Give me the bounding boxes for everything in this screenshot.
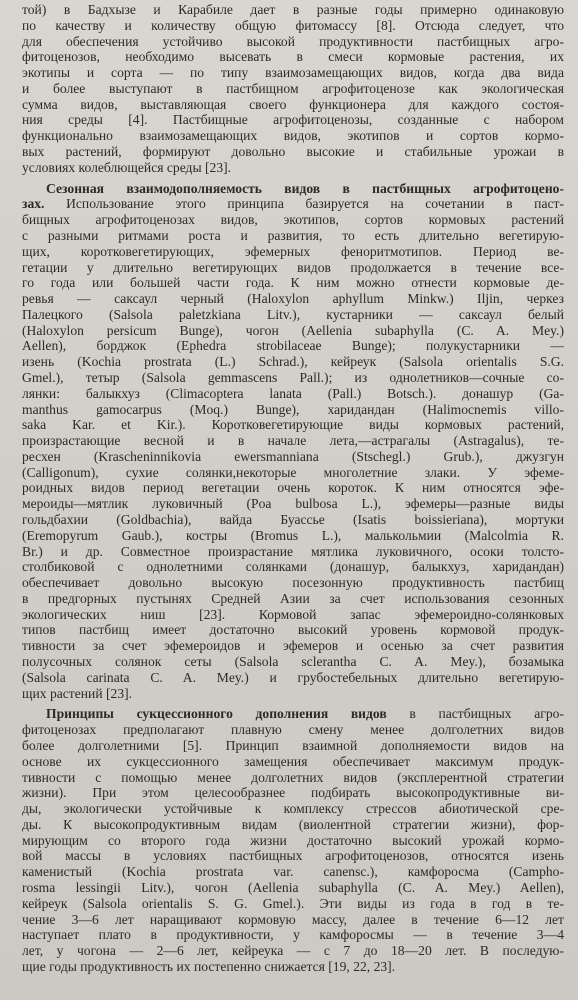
text-line: лет, у чогона — 2—6 лет, кейреука — с 7 до 18—20 лет. В последую- <box>22 943 564 959</box>
text-line: в предгорных пустынях Средней Азии за счет использования сезонных <box>22 590 564 606</box>
text-line: каменистый (Kochia prostrata var. canensc.), камфоросма (Campho- <box>22 864 564 880</box>
text-run: в пастбищных агро- <box>386 706 564 722</box>
text-line <box>22 196 564 212</box>
text-line: лянки: балыкхуз (Climacoptera lanata (Pall.) Botsch.). донашур (Ga- <box>22 385 564 401</box>
text-line: функционально взаимозамещающих видов, экотипов и сортов кормо- <box>22 128 564 144</box>
text-line: rosma lessingii Litv.), чогон (Aellenia subaphylla (C. A. Mey.) Aellen), <box>22 879 564 895</box>
paragraph-succession-principles <box>22 706 564 974</box>
text-line: бищных агрофитоценозах видов, экотипов, сортов кормовых растений <box>22 212 564 228</box>
section-heading: Принципы сукцессионного дополнения видов <box>46 706 387 722</box>
text-line: обеспечивает довольно высокую посезонную продуктивность пастбищ <box>22 575 564 591</box>
text-line: роидных видов период вегетации очень короток. К ним относятся эфе- <box>22 480 564 496</box>
text-line: условиях колеблющейся среды [23]. <box>22 159 232 175</box>
text-line: жизни). При этом целесообразнее подбирать высокопродуктивные ви- <box>22 785 564 801</box>
section-heading: Сезонная взаимодополняемость видов в пастбищных агрофитоцено- <box>46 180 564 196</box>
text-line: щие годы продуктивность их постепенно снижается [19, 22, 23]. <box>22 958 396 974</box>
text-run: Использование этого принципа базируется на сочетании в паст- <box>44 196 564 212</box>
text-line: по качеству и количеству общую фитомассу [8]. Отсюда следует, что <box>22 17 564 33</box>
text-line: (Eremopyrum Gaub.), костры (Bromus L.), малькольмии (Malcolmia R. <box>22 527 564 543</box>
paragraph-phytomass <box>22 2 564 176</box>
text-line: экотипы и сорта — по типу взаимозамещающих видов, когда два вида <box>22 65 564 81</box>
text-line: фитоценозов, необходимо высевать в смеси кормовые растения, их <box>22 49 564 65</box>
text-line: для обеспечения устойчиво высокой продуктивности пастбищных агро- <box>22 33 564 49</box>
text-line: столбиковой с однолетними солянками (донашур, балыкхуз, харидандан) <box>22 559 564 575</box>
text-line: основе их сукцессионного замещения обеспечивает максимум продук- <box>22 753 564 769</box>
text-line <box>22 706 564 722</box>
text-line: сумма видов, выставляющая своего функционера для каждого состоя- <box>22 96 564 112</box>
text-line: более долголетними [5]. Принцип взаимной дополняемости видов на <box>22 737 564 753</box>
text-line: мероиды—мятлик луковичный (Poa bulbosa L.), эфемеры—разные виды <box>22 496 564 512</box>
text-line: фитоценозах предполагают плавную смену менее долголетних видов <box>22 722 564 738</box>
text-line: щих растений [23]. <box>22 685 133 701</box>
text-line: ресхен (Krascheninnikovia ewersmanniana (Stschegl.) Grub.), джузгун <box>22 448 564 464</box>
text-line: чение 3—6 лет наращивают кормовую массу, далее в течение 6—12 лет <box>22 911 564 927</box>
text-line: мирующим со второго года жизни достаточно высокий урожай кормо- <box>22 832 564 848</box>
text-line: изень (Kochia prostrata (L.) Schrad.), кейреук (Salsola orientalis S.G. <box>22 354 564 370</box>
text-line: вой массы в условиях пастбищных агрофитоценозов, относятся изень <box>22 848 564 864</box>
text-line: Aellen), борджок (Ephedra strobilaceae Bunge); полукустарники — <box>22 338 564 354</box>
text-line: той) в Бадхызе и Карабиле дает в разные годы примерно одинаковую <box>22 2 564 17</box>
text-line: (Salsola carinata C. A. Mey.) и грубостебельных длительно вегетирую- <box>22 669 564 685</box>
text-line: ревья — саксаул черный (Haloxylon aphyllum Minkw.) Iljin, черкез <box>22 291 564 307</box>
text-line: с разными ритмами роста и развития, то есть длительно вегетирую- <box>22 227 564 243</box>
text-line: полусочных солянок сеты (Salsola sclerantha C. A. Mey.), бозамыка <box>22 654 564 670</box>
text-line: ды. К высокопродуктивным видам (виолентной стратегии жизни), фор- <box>22 816 564 832</box>
text-line: гетации у длительно вегетирующих видов продолжается в течение все- <box>22 259 564 275</box>
text-line: щих, коротковегетирующих, эфемерных феноритмотипов. Период ве- <box>22 243 564 259</box>
text-line: произрастающие весной и в начале лета,—астрагалы (Astragalus), те- <box>22 433 564 449</box>
text-line: кейреук (Salsola orientalis S. G. Gmel.). Эти виды из года в год в те- <box>22 895 564 911</box>
text-line: Gmel.), тетыр (Salsola gemmascens Pall.); из однолетников—сочные со- <box>22 369 564 385</box>
text-line: manthus gamocarpus (Moq.) Bunge), харидандан (Halimocnemis villo- <box>22 401 564 417</box>
text-line: и более выступают в пастбищном агрофитоценозе как экологическая <box>22 80 564 96</box>
text-line: ния среды [4]. Пастбищные агрофитоценозы, созданные с набором <box>22 112 564 128</box>
text-line: типов пастбищ имеет достаточно высокий уровень кормовой продук- <box>22 622 564 638</box>
text-line: (Calligonum), сухие солянки,некоторые многолетние злаки. У эфеме- <box>22 464 564 480</box>
text-line: вых растений, формируют довольно высокие и стабильные урожаи в <box>22 144 564 160</box>
text-line: го года или большей части года. К ним можно отнести кормовые де- <box>22 275 564 291</box>
text-line: наступает плато в продуктивности, у камфоросмы — в течение 3—4 <box>22 927 564 943</box>
text-line: гольдбахии (Goldbachia), вайда Буассье (Isatis boissieriana), мортуки <box>22 512 564 527</box>
text-line: тивности за счет эфемероидов и эфемеров и осенью за счет развития <box>22 638 564 654</box>
text-line: saka Kar. et Kir.). Коротковегетирующие виды кормовых растений, <box>22 417 564 433</box>
text-line: Палецкого (Salsola paletzkiana Litv.), кустарники — саксаул белый <box>22 306 564 322</box>
section-heading-continuation: зах. <box>22 196 45 212</box>
text-line <box>22 181 564 197</box>
text-line: Br.) и др. Совместное произрастание мятлика луковичного, осоки толсто- <box>22 543 564 559</box>
text-line: экологических ниш [23]. Кормовой запас эфемероидно-солянковых <box>22 606 564 622</box>
text-line: ды, экологически устойчивые к комплексу стрессов абиотической сре- <box>22 801 564 817</box>
text-line: тивности с помощью менее долголетних видов (эксплерентной стратегии <box>22 769 564 785</box>
text-line: (Haloxylon persicum Bunge), чогон (Aellenia subaphylla (C. A. Mey.) <box>22 322 564 338</box>
paragraph-seasonal-complementarity <box>22 181 564 702</box>
